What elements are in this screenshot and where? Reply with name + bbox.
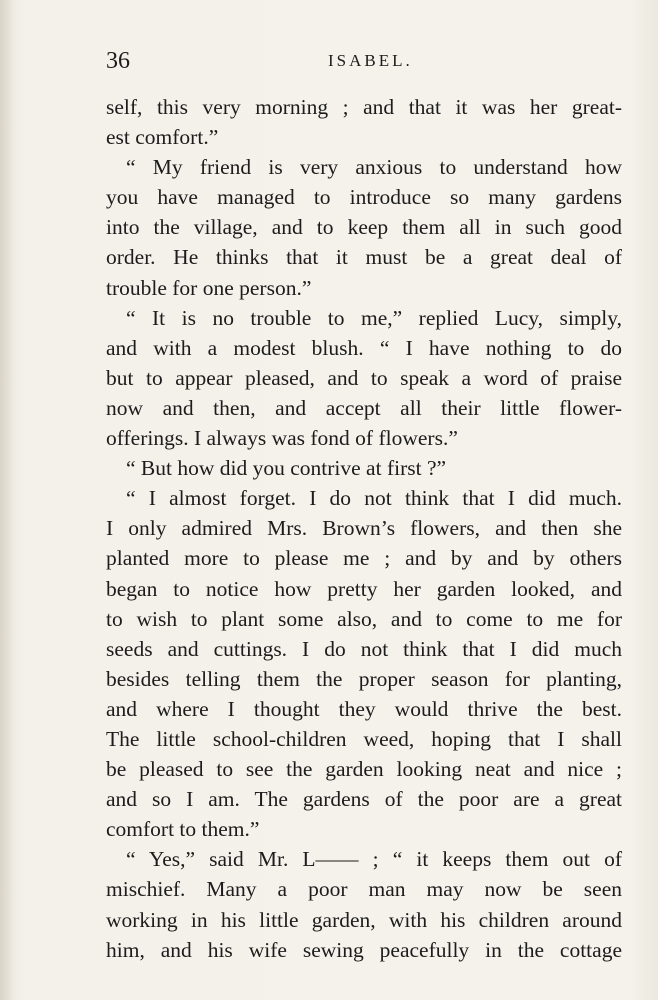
page-edge-shadow — [0, 0, 14, 1000]
text-line: but to appear pleased, and to speak a word of praise — [106, 365, 622, 390]
text-line: now and then, and accept all their little flower- — [106, 395, 622, 420]
text-line: “ But how did you contrive at first ?” — [126, 456, 447, 481]
text-line: and so I am. The gardens of the poor are a great — [106, 787, 622, 812]
text-line: and with a modest blush. “ I have nothing to do — [106, 335, 622, 360]
text-line: The little school-children weed, hoping that I shall — [106, 726, 622, 751]
text-line: trouble for one person.” — [106, 275, 312, 300]
text-line: comfort to them.” — [106, 817, 260, 842]
text-line: “ I almost forget. I do not think that I did much. — [126, 486, 622, 511]
text-line: est comfort.” — [106, 125, 219, 150]
text-line: self, this very morning ; and that it was her great- — [106, 95, 622, 119]
running-head: ISABEL. — [328, 51, 413, 70]
text-line: “ Yes,” said Mr. L—— ; “ it keeps them out of — [126, 847, 622, 872]
text-line: I only admired Mrs. Brown’s flowers, and then she — [106, 516, 622, 541]
text-line: working in his little garden, with his children around — [106, 907, 622, 932]
page-header — [106, 44, 622, 78]
body-text — [106, 92, 622, 965]
text-line: besides telling them the proper season for planting, — [106, 666, 622, 691]
text-line: into the village, and to keep them all in such good — [106, 215, 622, 240]
text-line: to wish to plant some also, and to come to me for — [106, 606, 622, 631]
text-line: “ My friend is very anxious to understand how — [126, 155, 622, 180]
text-line: planted more to please me ; and by and by others — [106, 546, 622, 571]
page-number: 36 — [106, 48, 130, 74]
text-line: you have managed to introduce so many gardens — [106, 185, 622, 210]
text-line: “ It is no trouble to me,” replied Lucy, simply, — [126, 305, 622, 330]
text-line: mischief. Many a poor man may now be seen — [106, 877, 622, 902]
text-line: him, and his wife sewing peacefully in the cottage — [106, 937, 622, 962]
text-line: seeds and cuttings. I do not think that I did much — [106, 636, 622, 661]
text-line: and where I thought they would thrive the best. — [106, 696, 622, 721]
text-line: be pleased to see the garden looking neat and nice ; — [106, 757, 622, 782]
text-line: began to notice how pretty her garden looked, and — [106, 576, 622, 601]
text-line: offerings. I always was fond of flowers.” — [106, 426, 458, 451]
text-line: order. He thinks that it must be a great deal of — [106, 245, 622, 270]
